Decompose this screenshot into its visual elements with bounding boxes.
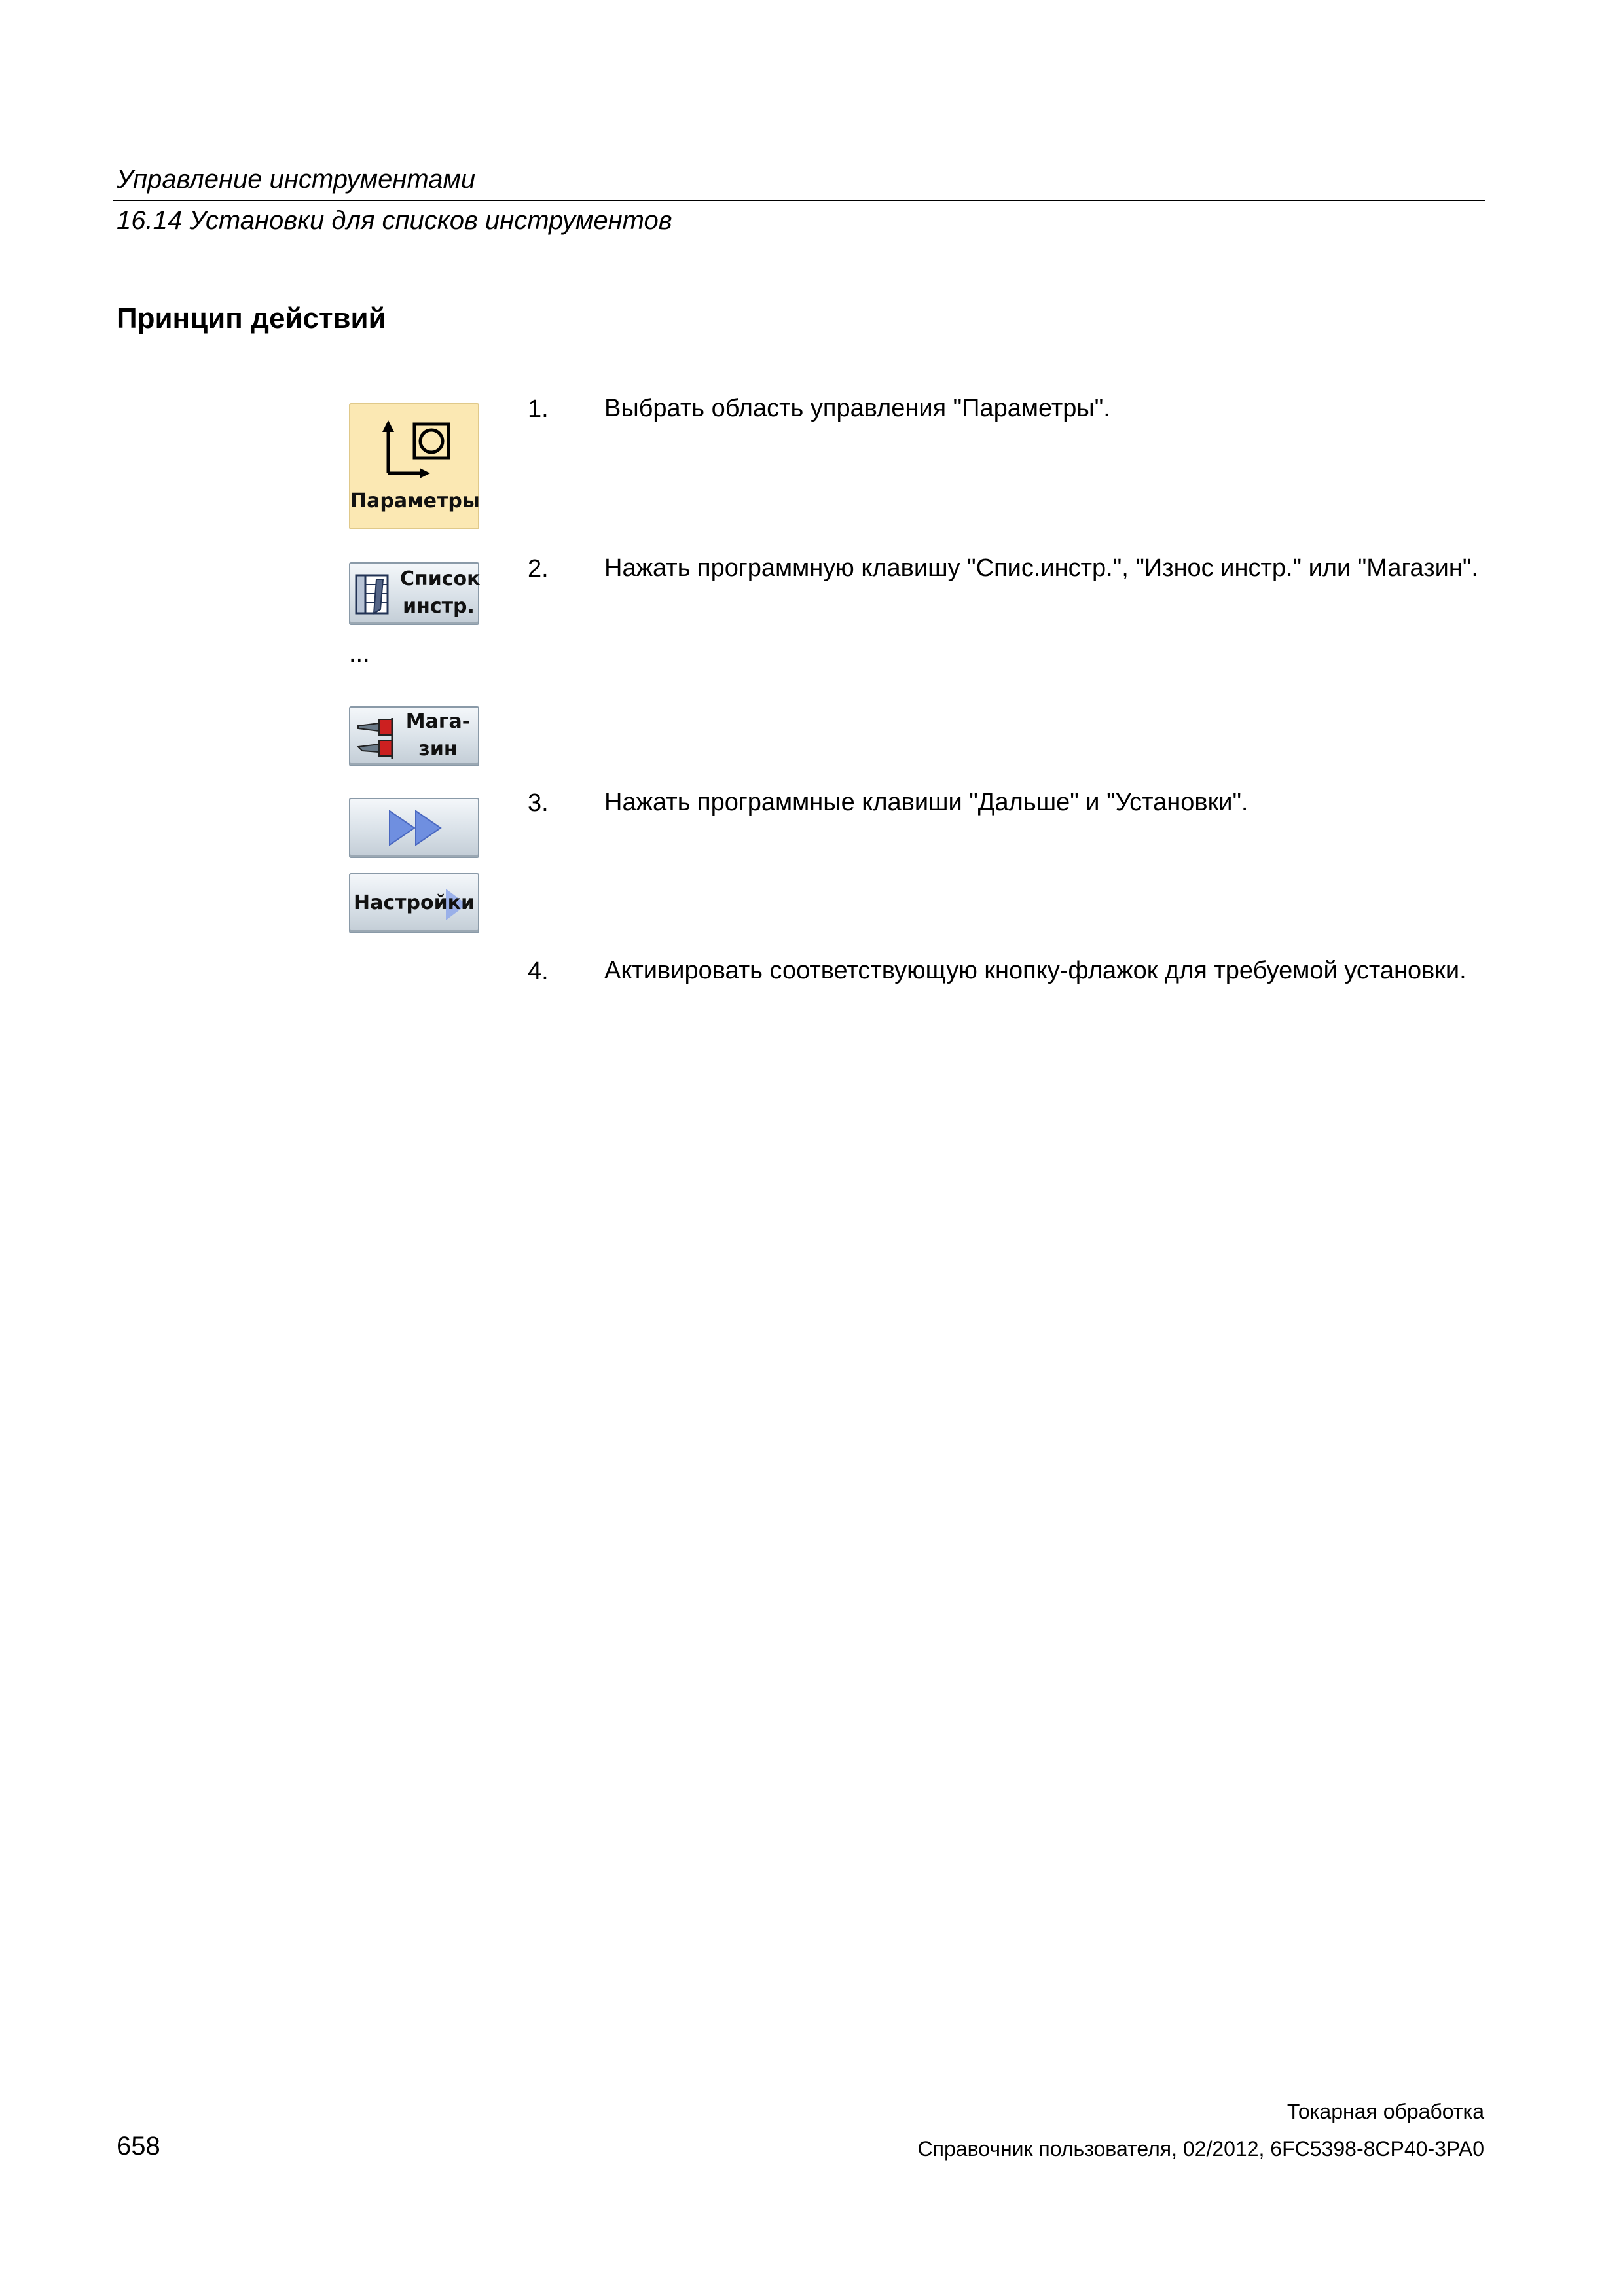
magazine-softkey-label-2: зин	[418, 738, 458, 761]
step-1-number: 1.	[528, 395, 549, 423]
step-2-text: Нажать программную клавишу "Спис.инстр.", "Износ инстр." или "Магазин".	[604, 554, 1478, 582]
step-4-number: 4.	[528, 958, 549, 985]
step-2-number: 2.	[528, 555, 549, 583]
ellipsis: ...	[349, 640, 370, 668]
tool-list-softkey[interactable]	[349, 562, 479, 625]
next-softkey[interactable]	[349, 798, 479, 858]
magazine-softkey-label-1: Мага-	[405, 710, 471, 733]
step-4-text: Активировать соответствующую кнопку-флажок для требуемой установки.	[604, 957, 1467, 984]
running-header-section: 16.14 Установки для списков инструментов	[117, 206, 672, 235]
settings-softkey[interactable]	[349, 873, 479, 933]
running-header-chapter: Управление инструментами	[117, 165, 476, 194]
magazine-softkey[interactable]	[349, 706, 479, 766]
parameters-softkey[interactable]	[349, 403, 479, 529]
tool-list-softkey-label-1: Список	[400, 567, 481, 590]
parameters-softkey-label: Параметры	[350, 490, 480, 512]
header-rule	[113, 200, 1485, 201]
tool-list-softkey-label-2: инстр.	[403, 595, 475, 618]
tool-list-icon	[354, 571, 396, 620]
page-number: 658	[117, 2132, 160, 2161]
settings-softkey-label: Настройки	[353, 891, 475, 914]
footer-product: Токарная обработка	[1286, 2100, 1484, 2123]
double-arrow-right-icon	[387, 808, 446, 848]
section-heading: Принцип действий	[117, 302, 386, 334]
footer-manual: Справочник пользователя, 02/2012, 6FC5398-8CP40-3PA0	[917, 2137, 1484, 2161]
step-3-text: Нажать программные клавиши "Дальше" и "Установки".	[604, 789, 1249, 816]
step-1-text: Выбрать область управления "Параметры".	[604, 395, 1110, 422]
step-3-number: 3.	[528, 789, 549, 817]
axes-tool-icon	[370, 418, 462, 483]
magazine-icon	[356, 717, 396, 760]
